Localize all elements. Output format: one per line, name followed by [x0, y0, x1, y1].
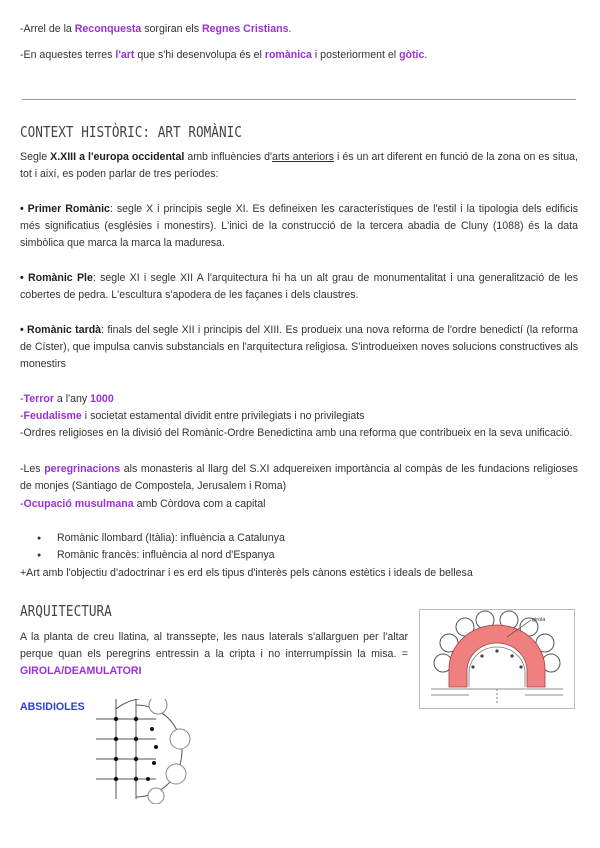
- text: que s'hi desenvolupa és el: [134, 49, 265, 61]
- context-intro: [20, 149, 578, 183]
- period-label: • Romànic Ple: [20, 272, 93, 284]
- period-text: : finals del segle XII i principis del XIII. Es produeix una nova reforma de l'ordre benedictí (la reforma de Císter), que impulsa canvis substancials en l'arquitectura religiosa. S'introdueixen noves solucions constructives als monestirs: [20, 324, 578, 370]
- text: i societat estamental dividit entre privilegiats i no privilegiats: [81, 410, 365, 422]
- absidiole-chapels: [148, 699, 190, 804]
- absidioles-plan-figure: [96, 699, 196, 804]
- text: -: [20, 498, 24, 510]
- list-item: ● Romànic llombard (Itàlia): influència a Catalunya: [57, 530, 597, 547]
- figure-label: girola: [532, 617, 546, 623]
- text: i és un art diferent en funció de la zona on es situa, tot i així, es poden parlar de tres períodes:: [20, 151, 578, 180]
- highlight-regnes: Regnes Cristians: [201, 23, 289, 35]
- fact-ocupacio: [20, 496, 578, 513]
- ambulatory-plan-figure: [419, 609, 575, 709]
- text: -: [20, 393, 24, 405]
- period-primer-romanic: [20, 201, 578, 252]
- highlight-terror: Terror: [23, 393, 54, 405]
- list-item: ● Romànic francès: influència al nord d'Espanya: [57, 547, 597, 564]
- text: amb Còrdova com a capital: [133, 498, 266, 510]
- fact-ordres: -Ordres religioses en la divisió del Romànic-Ordre Benedictina amb una reforma que contribueix en la seva unificació.: [20, 427, 573, 439]
- highlight-peregrinacions: peregrinacions: [44, 463, 121, 475]
- text: -Arrel de la: [20, 23, 75, 35]
- fact-terror: [20, 391, 578, 408]
- section-heading-arquitectura: ARQUITECTURA: [20, 602, 112, 620]
- highlight-gotic: gòtic: [399, 49, 425, 61]
- text: -En aquestes terres: [20, 49, 116, 61]
- text: .: [288, 23, 292, 35]
- text: a l'any: [53, 393, 91, 405]
- fact-peregrinacions: [20, 461, 578, 495]
- fact-feudalisme: [20, 408, 578, 425]
- text: Segle: [20, 151, 51, 163]
- highlight-reconquesta: Reconquesta: [74, 23, 142, 35]
- intro-line-1: [20, 21, 578, 38]
- absidioles-text: ABSIDIOLES: [20, 701, 85, 713]
- highlight-ocupacio: Ocupació musulmana: [23, 498, 134, 510]
- text: -: [20, 410, 24, 422]
- intro-line-2: [20, 47, 578, 64]
- period-text: : segle XI i segle XII A l'arquitectura hi ha un alt grau de monumentalitat i una generalització de les cobertes de pedra. L'escultura s'apodera de les façanes i dels claustres.: [20, 272, 578, 301]
- text: -Les: [20, 463, 45, 475]
- period-romanic-ple: [20, 270, 578, 304]
- arch-paragraph: [20, 629, 408, 680]
- highlight-feudalisme: Feudalisme: [23, 410, 82, 422]
- highlight-1000: 1000: [90, 393, 114, 405]
- text: amb influències d': [184, 151, 273, 163]
- period-label: • Primer Romànic: [20, 203, 110, 215]
- highlight-art: l'art: [115, 49, 135, 61]
- plan-grid: [96, 699, 182, 799]
- bold-text: X.XIII a l'europa occidental: [50, 151, 185, 163]
- period-text: : segle X i principis segle XI. Es defineixen les característiques de l'estil i la tipologia dels edificis més significatius (esglésies i monestirs). L'inici de la construcció de la tercera abadia de Cluny (1088) és la data simbòlica que marca la marca la maduresa.: [20, 203, 579, 249]
- period-label: • Romànic tardà: [20, 324, 102, 336]
- text: sorgiran els: [141, 23, 202, 35]
- bullet-list: [20, 530, 597, 564]
- period-romanic-tarda: [20, 322, 578, 373]
- divider: [22, 99, 576, 100]
- section-heading-context: CONTEXT HISTÒRIC: ART ROMÀNIC: [20, 123, 242, 141]
- text: A la planta de creu llatina, al transsepte, les naus laterals s'allarguen per l'altar perque quan els peregrins entressin a la cripta i no interrumpíssin la misa. =: [20, 631, 408, 660]
- text: als monasteris al llarg del S.XI adquereixen importància al compàs de les fundacions religioses de monjes (Santiago de Compostela, Jerusalem i Roma): [20, 463, 578, 492]
- text: i posteriorment el: [311, 49, 400, 61]
- underlined-text: arts anteriors: [272, 151, 334, 163]
- text: .: [424, 49, 428, 61]
- highlight-girola: GIROLA/DEAMULATORI: [20, 665, 142, 677]
- highlight-romanica: romànica: [264, 49, 312, 61]
- fact-adoctrinar: +Art amb l'objectiu d'adoctrinar i es erd els tipus d'interès pels cànons estètics i ideals de bellesa: [20, 567, 473, 579]
